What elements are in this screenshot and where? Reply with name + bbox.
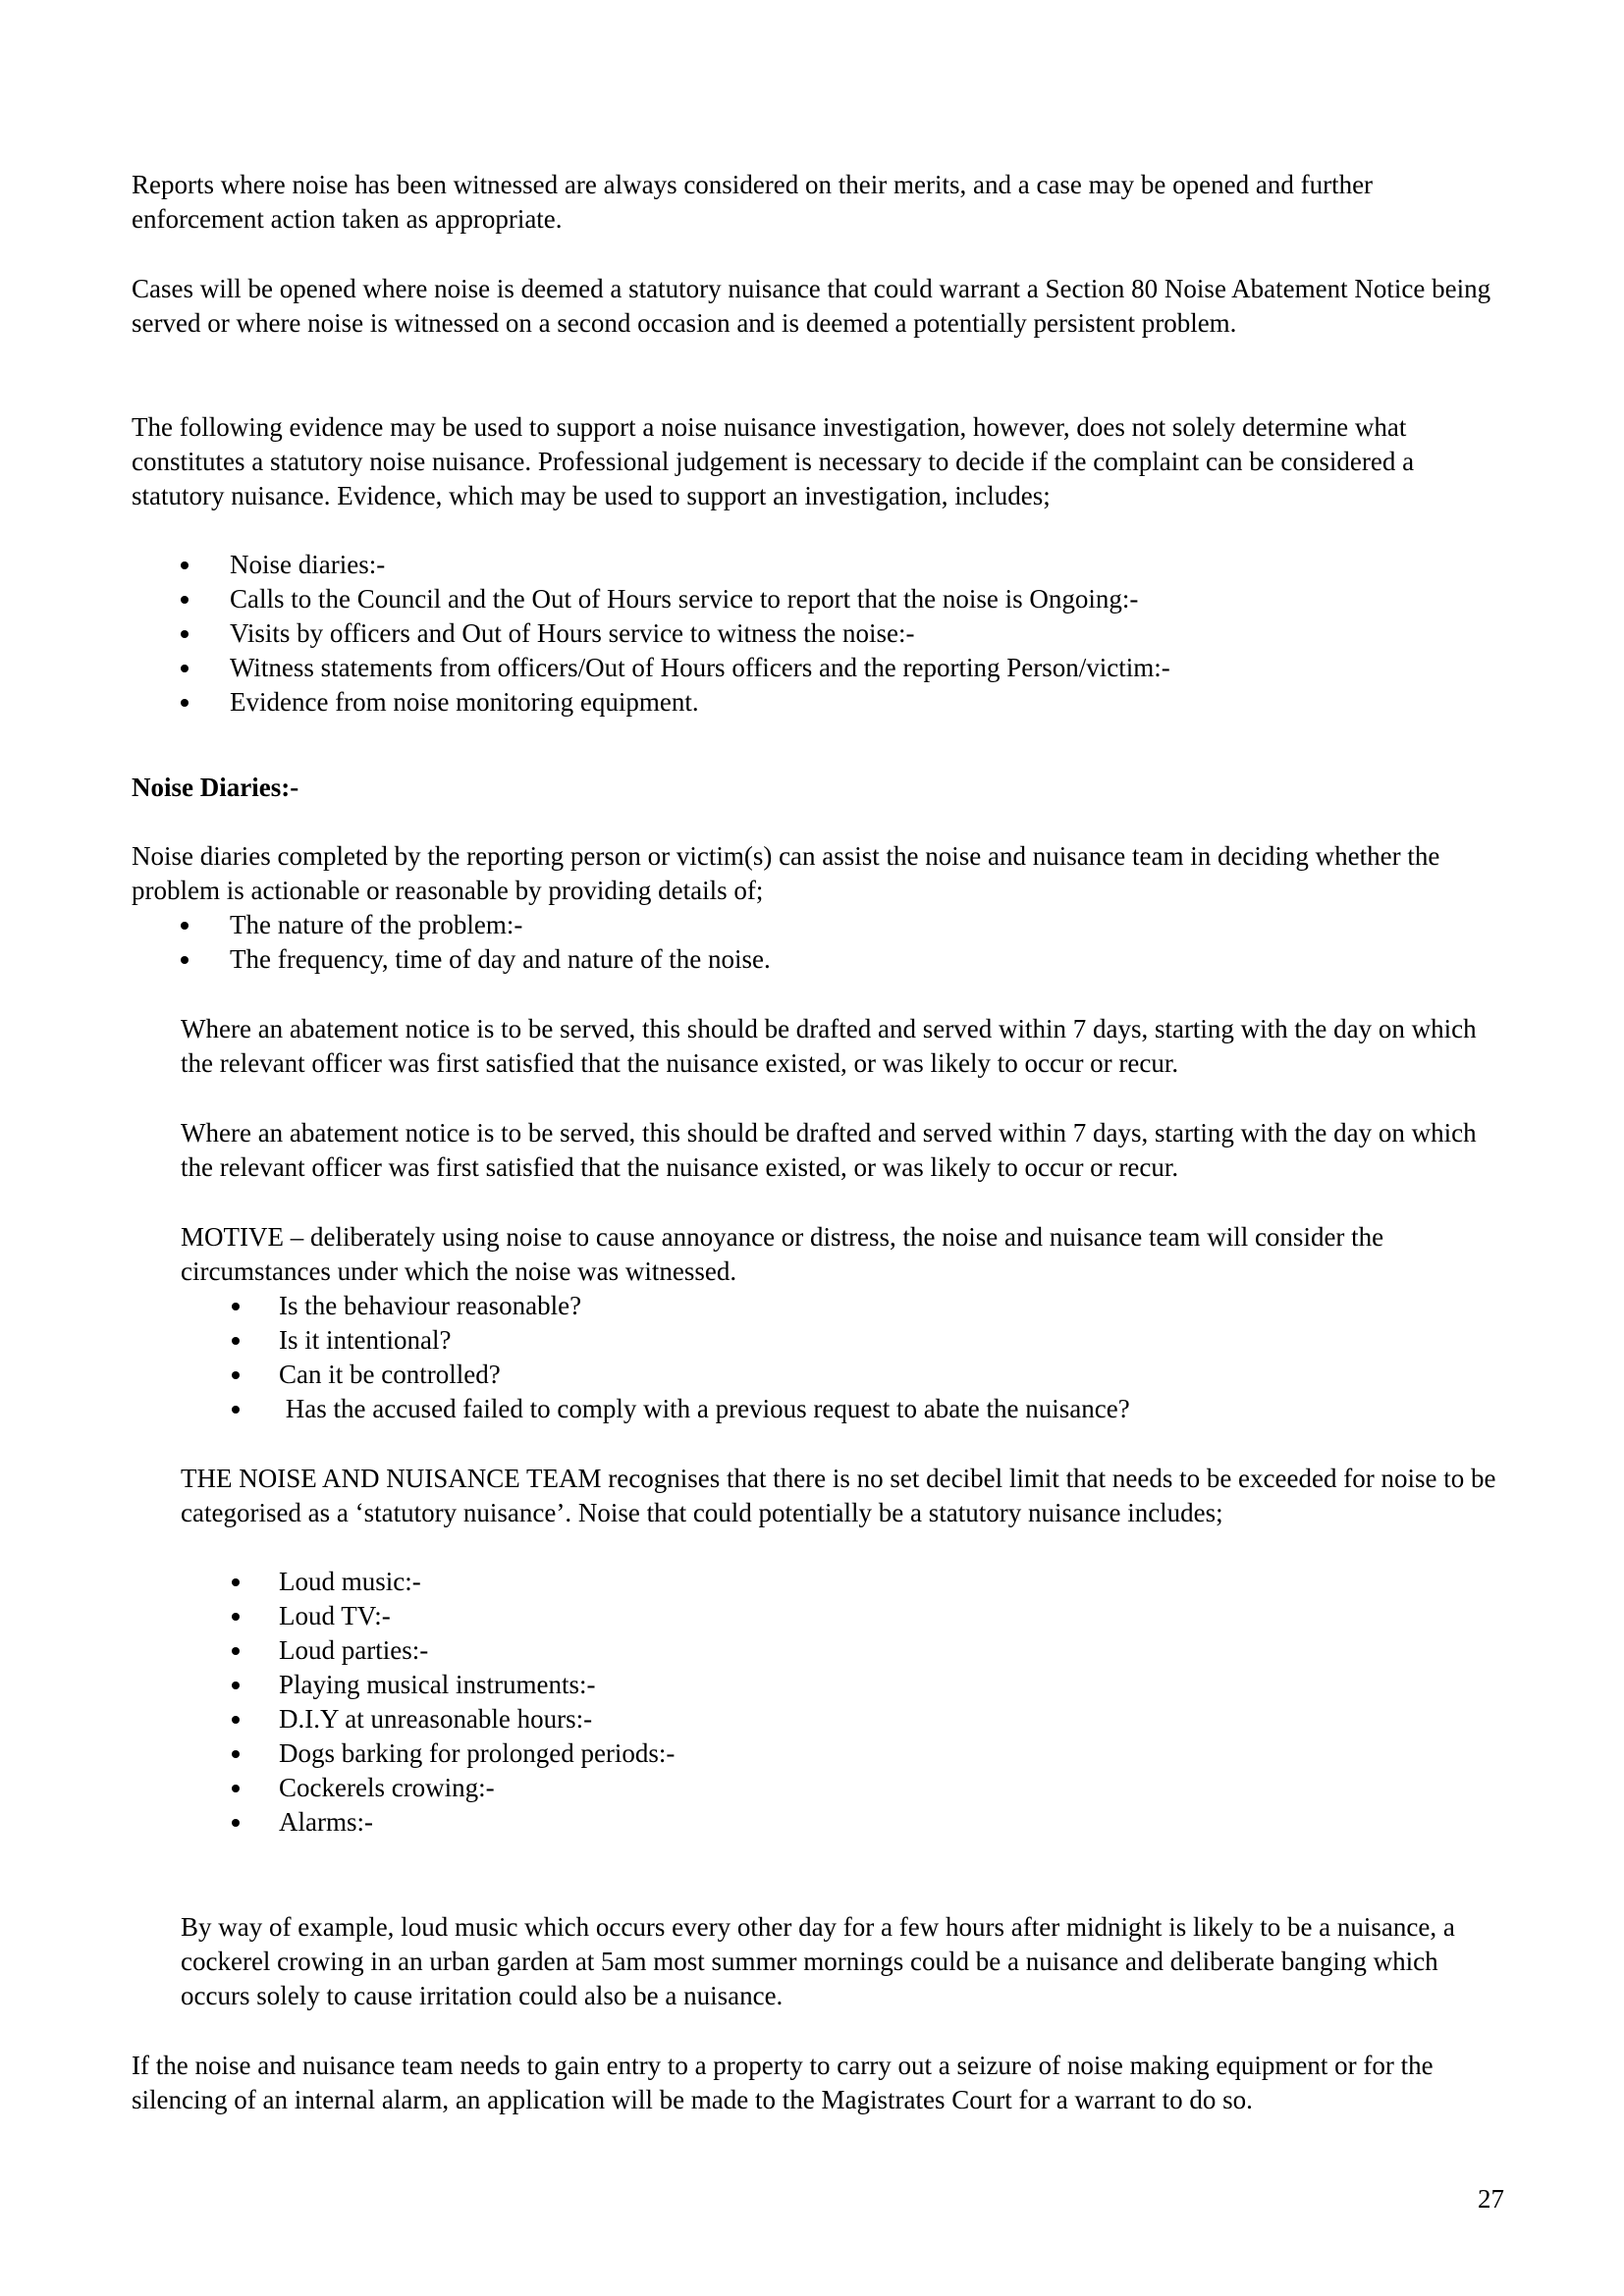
bullet-icon [232,1406,240,1414]
bullet-icon [181,956,189,964]
list-item: Evidence from noise monitoring equipment. [132,685,1506,720]
bullet-icon [232,1750,240,1758]
paragraph-abatement-notice-2: Where an abatement notice is to be served, this should be drafted and served within 7 days, starting with the day on which the relevant officer was first satisfied that the nuisance existed, or was likely to occur or recur. [181,1118,1477,1182]
bullet-icon [232,1716,240,1724]
bullet-icon [232,1337,240,1345]
evidence-list [132,548,1506,720]
bullet-icon [232,1578,240,1586]
paragraph-abatement-notice-1: Where an abatement notice is to be served, this should be drafted and served within 7 days, starting with the day on which the relevant officer was first satisfied that the nuisance existed, or was likely to occur or recur. [181,1014,1477,1078]
motive-list [181,1289,1506,1426]
bullet-icon [232,1303,240,1310]
list-item: Cockerels crowing:- [181,1771,1506,1805]
paragraph-noise-diaries-intro: Noise diaries completed by the reporting person or victim(s) can assist the noise and nuisance team in deciding whether the problem is actionable or reasonable by providing details of; [132,841,1440,905]
bullet-icon [232,1647,240,1655]
bullet-icon [181,922,189,930]
noise-diaries-list [132,908,1506,977]
bullet-icon [181,561,189,569]
list-item: The nature of the problem:- [132,908,1506,942]
paragraph-evidence-intro: The following evidence may be used to support a noise nuisance investigation, however, does not solely determine what constitutes a statutory noise nuisance. Professional judgement is necessary to decide if the complaint can be considered a statutory nuisance. Evidence, which may be used to support an investigation, includes; [132,412,1415,510]
bullet-icon [181,596,189,604]
paragraph-noise-team: THE NOISE AND NUISANCE TEAM recognises that there is no set decibel limit that needs to be exceeded for noise to be categorised as a ‘statutory nuisance’. Noise that could potentially be a statutory nuisance includes; [181,1464,1496,1527]
list-item: Calls to the Council and the Out of Hours service to report that the noise is Ongoing:- [132,582,1506,616]
bullet-icon [181,699,189,707]
list-item: Alarms:- [181,1805,1506,1840]
bullet-icon [232,1682,240,1689]
list-item: Is it intentional? [181,1323,1506,1358]
bullet-icon [232,1785,240,1792]
bullet-icon [181,630,189,638]
list-item: Noise diaries:- [132,548,1506,582]
list-item: Loud music:- [181,1565,1506,1599]
list-item: Has the accused failed to comply with a previous request to abate the nuisance? [181,1392,1506,1426]
list-item: Visits by officers and Out of Hours service to witness the noise:- [132,616,1506,651]
paragraph-warrant: If the noise and nuisance team needs to gain entry to a property to carry out a seizure of noise making equipment or for the silencing of an internal alarm, an application will be made to the Magistrates Court for a warrant to do so. [132,2051,1434,2114]
list-item: Loud parties:- [181,1633,1506,1668]
list-item: Dogs barking for prolonged periods:- [181,1736,1506,1771]
list-item: Can it be controlled? [181,1358,1506,1392]
paragraph-cases-opened: Cases will be opened where noise is deemed a statutory nuisance that could warrant a Section 80 Noise Abatement Notice being served or where noise is witnessed on a second occasion and is deemed a potentially persistent problem. [132,274,1491,338]
list-item: Playing musical instruments:- [181,1668,1506,1702]
list-item: Loud TV:- [181,1599,1506,1633]
bullet-icon [232,1819,240,1827]
paragraph-motive: MOTIVE – deliberately using noise to cause annoyance or distress, the noise and nuisance team will consider the circumstances under which the noise was witnessed. [181,1222,1384,1286]
bullet-icon [232,1371,240,1379]
list-item: The frequency, time of day and nature of the noise. [132,942,1506,977]
list-item: D.I.Y at unreasonable hours:- [181,1702,1506,1736]
bullet-icon [232,1613,240,1621]
bullet-icon [181,665,189,672]
page-number: 27 [1478,2184,1504,2214]
section-heading-noise-diaries: Noise Diaries:- [132,773,299,802]
paragraph-example: By way of example, loud music which occurs every other day for a few hours after midnight is likely to be a nuisance, a cockerel crowing in an urban garden at 5am most summer mornings could be a nuisance and deliberate banging which occurs solely to cause irritation could also be a nuisance. [181,1912,1455,2010]
list-item: Witness statements from officers/Out of Hours officers and the reporting Person/victim:- [132,651,1506,685]
statutory-nuisance-list [181,1565,1506,1840]
list-item: Is the behaviour reasonable? [181,1289,1506,1323]
paragraph-reports-witnessed: Reports where noise has been witnessed are always considered on their merits, and a case may be opened and further enforcement action taken as appropriate. [132,170,1374,234]
